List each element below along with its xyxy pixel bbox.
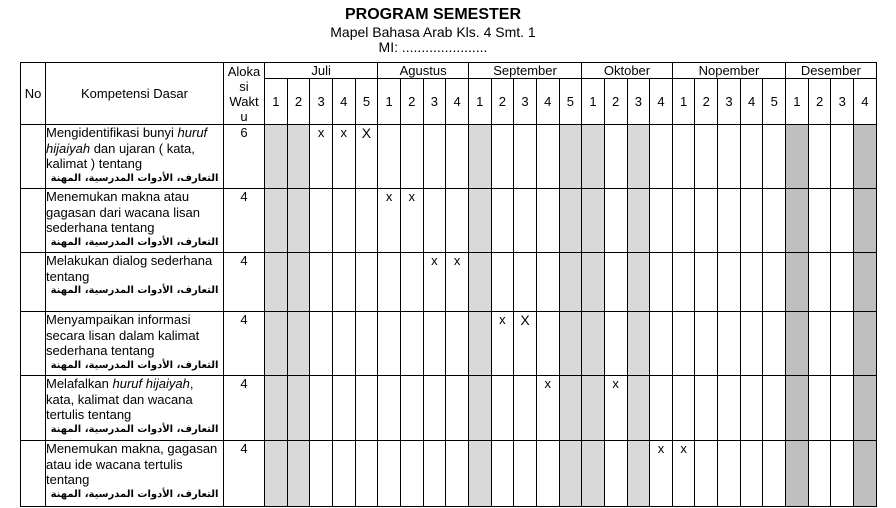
week-cell xyxy=(287,253,310,312)
week-cell xyxy=(491,312,514,376)
week-cell xyxy=(265,189,288,253)
week-cell xyxy=(559,125,582,189)
week-cell xyxy=(310,253,333,312)
kompetensi-text: Melafalkan xyxy=(46,376,113,391)
week-cell xyxy=(831,441,854,507)
week-cell xyxy=(854,376,877,441)
week-cell xyxy=(514,125,537,189)
document-subtitle: Mapel Bahasa Arab Kls. 4 Smt. 1 xyxy=(330,24,536,40)
week-cell xyxy=(695,376,718,441)
week-cell xyxy=(378,125,401,189)
week-cell xyxy=(582,253,605,312)
week-header: 5 xyxy=(559,79,582,125)
week-cell xyxy=(808,125,831,189)
week-cell xyxy=(650,312,673,376)
week-cell xyxy=(514,312,537,376)
week-cell xyxy=(650,189,673,253)
alokasi-waktu-value: 4 xyxy=(224,189,265,253)
week-cell xyxy=(559,441,582,507)
week-cell xyxy=(378,376,401,441)
week-cell xyxy=(695,441,718,507)
week-cell xyxy=(310,312,333,376)
week-cell xyxy=(332,125,355,189)
week-cell xyxy=(604,125,627,189)
week-cell xyxy=(604,253,627,312)
week-header: 2 xyxy=(400,79,423,125)
month-header-agustus: Agustus xyxy=(378,63,469,79)
week-cell xyxy=(786,125,809,189)
week-header: 4 xyxy=(446,79,469,125)
week-cell xyxy=(740,189,763,253)
week-cell xyxy=(695,312,718,376)
document-header xyxy=(0,6,866,54)
week-cell xyxy=(604,312,627,376)
week-header: 1 xyxy=(468,79,491,125)
week-cell xyxy=(604,441,627,507)
week-cell xyxy=(400,253,423,312)
week-cell xyxy=(491,125,514,189)
week-cell xyxy=(468,125,491,189)
week-cell xyxy=(468,441,491,507)
week-cell xyxy=(718,312,741,376)
week-header: 2 xyxy=(604,79,627,125)
week-cell xyxy=(740,376,763,441)
week-cell xyxy=(582,125,605,189)
week-cell xyxy=(808,441,831,507)
week-cell xyxy=(627,376,650,441)
week-cell xyxy=(287,441,310,507)
week-cell xyxy=(446,441,469,507)
week-cell xyxy=(378,253,401,312)
week-cell xyxy=(423,312,446,376)
row-number xyxy=(21,125,46,189)
schedule-mark: x xyxy=(499,312,506,327)
week-cell xyxy=(627,312,650,376)
alokasi-header-line: si xyxy=(239,78,249,94)
week-cell xyxy=(491,376,514,441)
week-cell xyxy=(786,253,809,312)
schedule-mark: X xyxy=(361,125,372,141)
week-cell xyxy=(740,441,763,507)
week-cell xyxy=(332,312,355,376)
week-header: 3 xyxy=(310,79,333,125)
week-header: 4 xyxy=(536,79,559,125)
kompetensi-text: huruf hijaiyah xyxy=(112,376,190,391)
week-cell xyxy=(423,253,446,312)
week-cell xyxy=(491,441,514,507)
week-cell xyxy=(763,441,786,507)
week-cell xyxy=(718,441,741,507)
week-cell xyxy=(310,125,333,189)
week-cell xyxy=(650,376,673,441)
week-cell xyxy=(468,312,491,376)
week-cell xyxy=(808,253,831,312)
week-header: 2 xyxy=(491,79,514,125)
month-header-desember: Desember xyxy=(786,63,877,79)
week-cell xyxy=(786,189,809,253)
week-cell xyxy=(854,253,877,312)
week-cell xyxy=(672,189,695,253)
week-cell xyxy=(672,125,695,189)
week-cell xyxy=(423,441,446,507)
week-cell xyxy=(786,441,809,507)
week-cell xyxy=(582,189,605,253)
alokasi-waktu-value: 4 xyxy=(224,312,265,376)
alokasi-waktu-value: 4 xyxy=(224,376,265,441)
week-cell xyxy=(378,189,401,253)
week-cell xyxy=(808,376,831,441)
week-header: 1 xyxy=(786,79,809,125)
week-cell xyxy=(265,125,288,189)
week-cell xyxy=(423,376,446,441)
week-cell xyxy=(763,312,786,376)
week-cell xyxy=(718,376,741,441)
week-header: 3 xyxy=(718,79,741,125)
row-number xyxy=(21,253,46,312)
kompetensi-dasar-cell xyxy=(46,189,224,253)
week-cell xyxy=(695,189,718,253)
week-cell xyxy=(582,376,605,441)
week-cell xyxy=(831,376,854,441)
week-cell xyxy=(604,376,627,441)
week-cell xyxy=(287,189,310,253)
week-cell xyxy=(310,376,333,441)
schedule-mark: x xyxy=(453,253,461,268)
week-cell xyxy=(627,253,650,312)
table-row xyxy=(21,125,877,189)
table-body xyxy=(21,125,877,507)
week-header: 4 xyxy=(650,79,673,125)
week-cell xyxy=(536,312,559,376)
week-cell xyxy=(763,376,786,441)
week-cell xyxy=(378,441,401,507)
kompetensi-text: Menemukan makna atau gagasan dari wacana lisan sederhana tentang xyxy=(46,189,200,235)
week-cell xyxy=(355,189,378,253)
week-cell xyxy=(695,125,718,189)
week-cell xyxy=(740,125,763,189)
week-cell xyxy=(355,312,378,376)
week-cell xyxy=(718,253,741,312)
arabic-topics: التعارف، الأدوات المدرسية، المهنة xyxy=(50,285,219,296)
table-row xyxy=(21,312,877,376)
schedule-mark: x xyxy=(612,376,619,391)
table-row xyxy=(21,189,877,253)
week-header: 4 xyxy=(740,79,763,125)
week-cell xyxy=(627,125,650,189)
header-no: No xyxy=(21,63,46,125)
table-row xyxy=(21,441,877,507)
document-title: PROGRAM SEMESTER xyxy=(344,6,521,23)
week-cell xyxy=(559,312,582,376)
week-cell xyxy=(650,253,673,312)
arabic-topics: التعارف، الأدوات المدرسية، المهنة xyxy=(50,236,219,248)
week-cell xyxy=(763,125,786,189)
week-header: 1 xyxy=(378,79,401,125)
program-semester-table xyxy=(20,62,877,507)
week-header: 2 xyxy=(695,79,718,125)
kompetensi-text: huruf hijaiyah xyxy=(46,125,208,156)
kompetensi-text: Menemukan makna, gagasan atau ide wacana tertulis tentang xyxy=(46,441,218,487)
alokasi-waktu-value: 4 xyxy=(224,441,265,507)
week-cell xyxy=(786,312,809,376)
week-header: 3 xyxy=(514,79,537,125)
week-cell xyxy=(854,125,877,189)
week-cell xyxy=(400,376,423,441)
week-header: 2 xyxy=(287,79,310,125)
kompetensi-text: dan ujaran ( kata, kalimat ) tentang xyxy=(46,140,195,171)
schedule-mark: x xyxy=(340,125,348,140)
week-cell xyxy=(854,189,877,253)
week-cell xyxy=(718,189,741,253)
row-number xyxy=(21,312,46,376)
week-header: 5 xyxy=(763,79,786,125)
week-cell xyxy=(446,253,469,312)
schedule-mark: x xyxy=(408,189,416,204)
week-cell xyxy=(468,253,491,312)
week-cell xyxy=(355,125,378,189)
week-cell xyxy=(468,376,491,441)
alokasi-header-line: Wakt xyxy=(229,93,259,109)
week-cell xyxy=(854,441,877,507)
week-header: 1 xyxy=(582,79,605,125)
week-cell xyxy=(446,312,469,376)
week-cell xyxy=(582,312,605,376)
week-cell xyxy=(287,376,310,441)
kompetensi-text: Melakukan dialog sederhana tentang xyxy=(46,253,213,284)
week-cell xyxy=(536,189,559,253)
week-cell xyxy=(536,125,559,189)
week-cell xyxy=(265,441,288,507)
alokasi-waktu-value: 6 xyxy=(224,125,265,189)
alokasi-header-line: u xyxy=(240,108,248,124)
arabic-topics: التعارف، الأدوات المدرسية، المهنة xyxy=(50,423,219,435)
week-cell xyxy=(831,125,854,189)
week-cell xyxy=(740,253,763,312)
header-alokasi-waktu xyxy=(224,63,265,125)
month-header-september: September xyxy=(468,63,581,79)
week-header: 1 xyxy=(265,79,288,125)
schedule-mark: X xyxy=(520,312,530,328)
week-cell xyxy=(446,125,469,189)
week-cell xyxy=(332,376,355,441)
week-cell xyxy=(672,376,695,441)
schedule-mark: x xyxy=(385,189,393,204)
week-header: 1 xyxy=(672,79,695,125)
week-cell xyxy=(627,189,650,253)
week-cell xyxy=(808,189,831,253)
schedule-mark: x xyxy=(544,376,551,391)
week-cell xyxy=(332,253,355,312)
week-cell xyxy=(332,189,355,253)
week-cell xyxy=(355,376,378,441)
week-cell xyxy=(423,125,446,189)
week-cell xyxy=(672,312,695,376)
week-cell xyxy=(831,312,854,376)
week-cell xyxy=(536,253,559,312)
week-header: 4 xyxy=(854,79,877,125)
week-cell xyxy=(332,441,355,507)
week-cell xyxy=(808,312,831,376)
week-cell xyxy=(650,125,673,189)
week-header: 2 xyxy=(808,79,831,125)
week-cell xyxy=(763,189,786,253)
week-cell xyxy=(831,253,854,312)
week-cell xyxy=(400,189,423,253)
week-cell xyxy=(695,253,718,312)
week-header: 5 xyxy=(355,79,378,125)
kompetensi-dasar-cell xyxy=(46,441,224,507)
schedule-mark: x xyxy=(317,125,325,140)
week-cell xyxy=(740,312,763,376)
week-header: 3 xyxy=(423,79,446,125)
week-cell xyxy=(287,125,310,189)
arabic-topics: التعارف، الأدوات المدرسية، المهنة xyxy=(50,172,219,184)
week-cell xyxy=(650,441,673,507)
header-kompetensi-dasar: Kompetensi Dasar xyxy=(46,63,224,125)
week-cell xyxy=(446,189,469,253)
week-header: 3 xyxy=(831,79,854,125)
week-cell xyxy=(514,376,537,441)
month-header-oktober: Oktober xyxy=(582,63,673,79)
kompetensi-dasar-cell xyxy=(46,253,224,312)
kompetensi-dasar-cell xyxy=(46,125,224,189)
week-cell xyxy=(604,189,627,253)
week-cell xyxy=(672,441,695,507)
week-cell xyxy=(400,125,423,189)
week-cell xyxy=(831,189,854,253)
alokasi-waktu-value: 4 xyxy=(224,253,265,312)
week-cell xyxy=(514,441,537,507)
row-number xyxy=(21,376,46,441)
week-cell xyxy=(536,376,559,441)
schedule-mark: x xyxy=(431,253,438,268)
week-cell xyxy=(491,189,514,253)
week-cell xyxy=(514,189,537,253)
alokasi-header-line: Aloka xyxy=(227,63,261,79)
week-cell xyxy=(536,441,559,507)
week-cell xyxy=(310,441,333,507)
month-header-juli: Juli xyxy=(265,63,378,79)
week-cell xyxy=(400,441,423,507)
kompetensi-text: Menyampaikan informasi secara lisan dalam kalimat sederhana tentang xyxy=(46,312,200,358)
week-cell xyxy=(582,441,605,507)
week-cell xyxy=(265,253,288,312)
week-cell xyxy=(672,253,695,312)
kompetensi-dasar-cell xyxy=(46,376,224,441)
week-cell xyxy=(287,312,310,376)
kompetensi-text: , kata, kalimat dan wacana tertulis tentang xyxy=(46,376,194,422)
table-row xyxy=(21,253,877,312)
school-name-field: MI: ...................... xyxy=(378,39,488,55)
week-cell xyxy=(355,441,378,507)
arabic-topics: التعارف، الأدوات المدرسية، المهنة xyxy=(50,359,219,371)
schedule-mark: x xyxy=(657,441,665,456)
row-number xyxy=(21,189,46,253)
month-header-row xyxy=(21,63,877,79)
week-cell xyxy=(378,312,401,376)
week-cell xyxy=(559,376,582,441)
week-cell xyxy=(854,312,877,376)
week-cell xyxy=(400,312,423,376)
week-header: 3 xyxy=(627,79,650,125)
week-cell xyxy=(786,376,809,441)
month-header-nopember: Nopember xyxy=(672,63,785,79)
week-cell xyxy=(423,189,446,253)
week-cell xyxy=(265,312,288,376)
week-cell xyxy=(446,376,469,441)
week-cell xyxy=(514,253,537,312)
week-header: 4 xyxy=(332,79,355,125)
week-cell xyxy=(763,253,786,312)
week-cell xyxy=(627,441,650,507)
row-number xyxy=(21,441,46,507)
kompetensi-dasar-cell xyxy=(46,312,224,376)
week-cell xyxy=(468,189,491,253)
kompetensi-text: Mengidentifikasi bunyi xyxy=(46,125,178,140)
table-row xyxy=(21,376,877,441)
week-cell xyxy=(559,253,582,312)
week-cell xyxy=(355,253,378,312)
week-cell xyxy=(491,253,514,312)
arabic-topics: التعارف، الأدوات المدرسية، المهنة xyxy=(50,488,219,500)
week-cell xyxy=(265,376,288,441)
week-cell xyxy=(559,189,582,253)
week-cell xyxy=(310,189,333,253)
week-cell xyxy=(718,125,741,189)
schedule-mark: x xyxy=(680,441,687,456)
